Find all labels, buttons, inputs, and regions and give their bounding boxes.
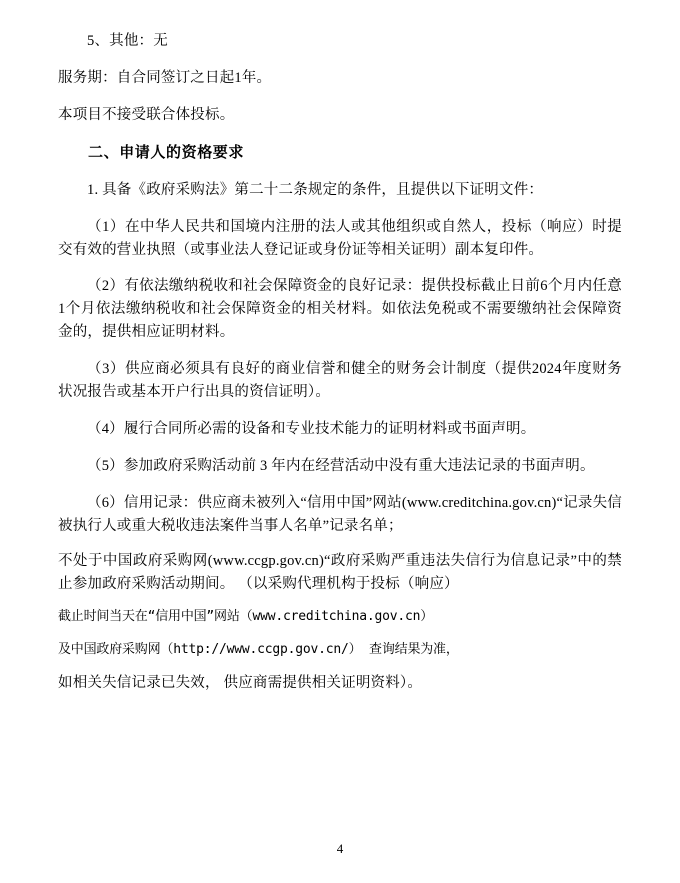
paragraph-item-1-registration: （1）在中华人民共和国境内注册的法人或其他组织或自然人，投标（响应）时提交有效的营业执照（或事业法人登记证或身份证等相关证明）副本复印件。	[58, 218, 622, 258]
section-heading-qualification: 二、申请人的资格要求	[88, 144, 245, 161]
paragraph-item-6-expired-records: 如相关失信记录已失效， 供应商需提供相关证明资料）。	[58, 675, 423, 692]
paragraph-item-6-ccgp-url: 及中国政府采购网（http://www.ccgp.gov.cn/） 查询结果为准，	[58, 641, 459, 657]
paragraph-item-4-equipment-capability: （4）履行合同所必需的设备和专业技术能力的证明材料或书面声明。	[87, 420, 536, 437]
paragraph-item-6-continued-ccgp: 不处于中国政府采购网(www.ccgp.gov.cn)“政府采购严重违法失信行为信息记录”中的禁止参加政府采购活动期间。 （以采购代理机构于投标（响应）	[58, 552, 622, 592]
paragraph-other-none: 5、其他：无	[87, 33, 168, 49]
paragraph-item-3-credit-finance: （3）供应商必须具有良好的商业信誉和健全的财务会计制度（提供2024年度财务状况报告或基本开户行出具的资信证明）。	[58, 361, 622, 401]
paragraph-item-6-credit-record: （6）信用记录：供应商未被列入“信用中国”网站(www.creditchina.gov.cn)“记录失信被执行人或重大税收违法案件当事人名单”记录名单；	[58, 494, 622, 534]
paragraph-no-consortium: 本项目不接受联合体投标。	[58, 106, 235, 123]
page-number: 4	[336, 841, 344, 856]
paragraph-law-article-22: 1. 具备《政府采购法》第二十二条规定的条件，且提供以下证明文件：	[87, 181, 544, 198]
paragraph-service-period: 服务期：自合同签订之日起1年。	[58, 69, 272, 86]
paragraph-item-2-tax-social-security: （2）有依法缴纳税收和社会保障资金的良好记录：提供投标截止日前6个月内任意1个月依法缴纳税收和社会保障资金的相关材料。如依法免税或不需要缴纳社会保障资金的，提供相应证明材料。	[58, 278, 622, 341]
paragraph-item-6-deadline-creditchina: 截止时间当天在“信用中国”网站（www.creditchina.gov.cn）	[58, 609, 434, 625]
paragraph-item-5-no-major-violation: （5）参加政府采购活动前 3 年内在经营活动中没有重大违法记录的书面声明。	[87, 457, 595, 474]
